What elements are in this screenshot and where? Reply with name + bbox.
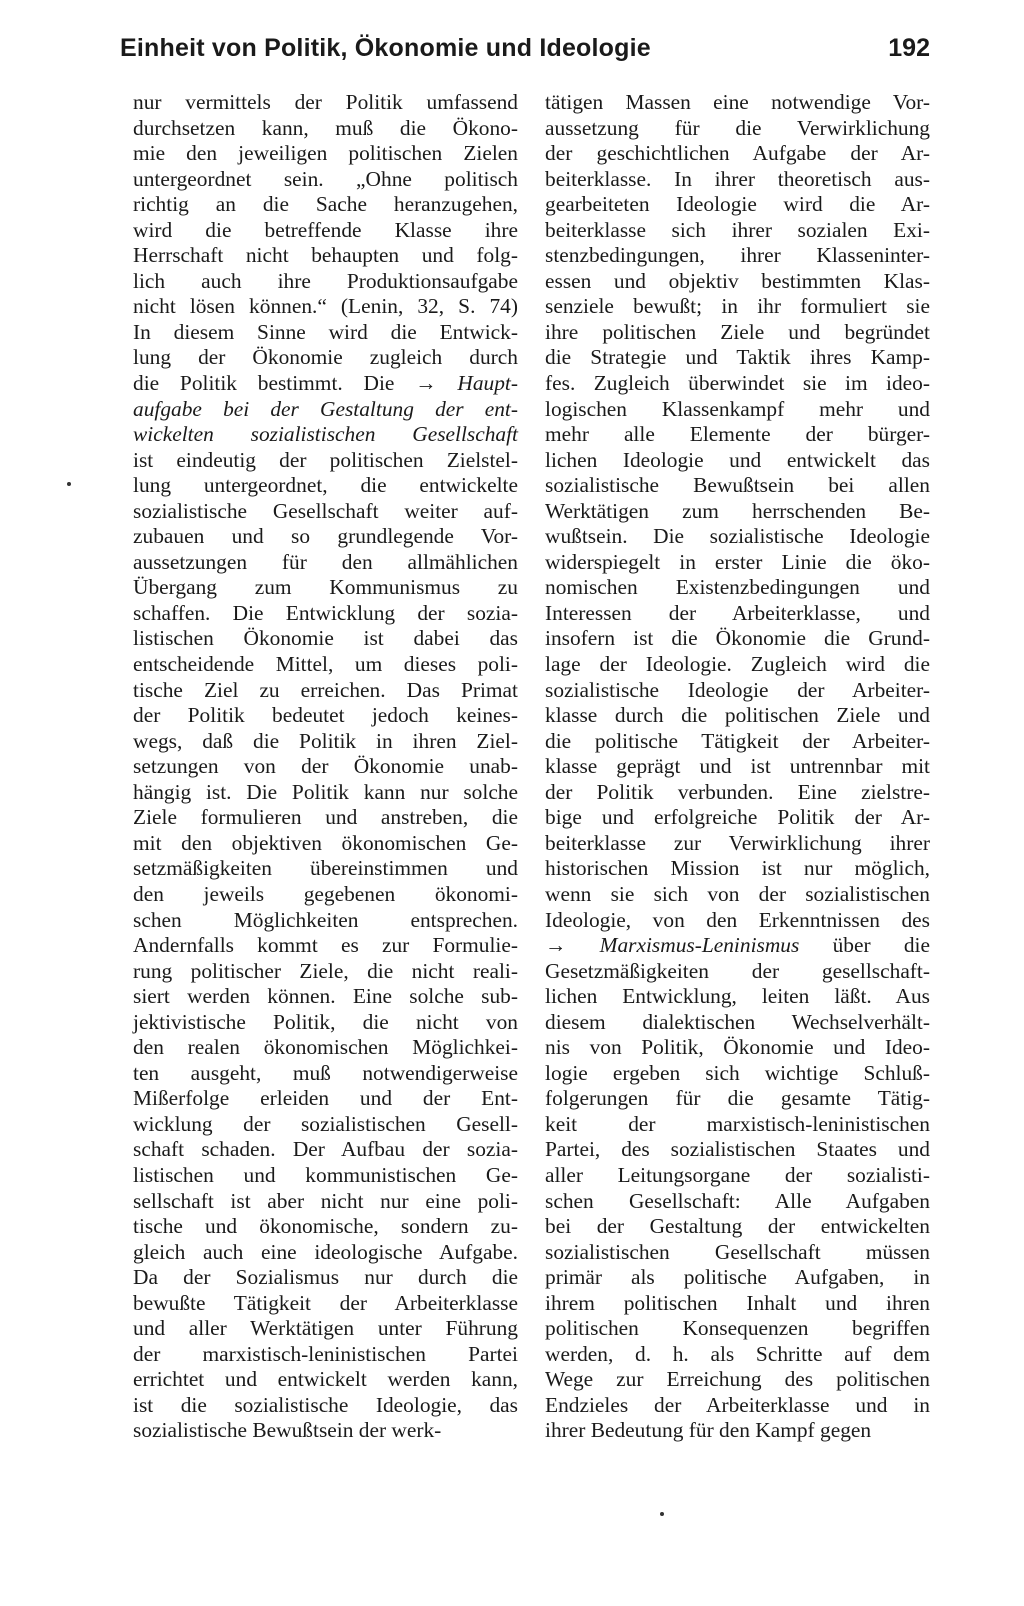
- text-line: die politische Tätigkeit der Arbeiter-: [545, 728, 930, 753]
- text-line: den jeweils gegebenen ökonomi-: [133, 881, 518, 906]
- text-line: fes. Zugleich überwindet sie im ideo-: [545, 371, 930, 396]
- text-line: ihrem politischen Inhalt und ihren: [545, 1290, 930, 1315]
- text-line: historischen Mission ist nur möglich,: [545, 856, 930, 881]
- text-line: mehr alle Elemente der bürger-: [545, 422, 930, 447]
- text-line: aussetzung für die Verwirklichung: [545, 115, 930, 140]
- text-line: beiterklasse zur Verwirklichung ihrer: [545, 830, 930, 855]
- text-line: ist die sozialistische Ideologie, das: [133, 1392, 518, 1417]
- text-line: lung der Ökonomie zugleich durch: [133, 345, 518, 370]
- text-line: gearbeiteten Ideologie wird die Ar-: [545, 192, 930, 217]
- text-line: schen Möglichkeiten entsprechen.: [133, 907, 518, 932]
- text-line: hängig ist. Die Politik kann nur solche: [133, 779, 518, 804]
- text-line: In diesem Sinne wird die Entwick-: [133, 319, 518, 344]
- text-line: nicht lösen können.“ (Lenin, 32, S. 74): [133, 294, 518, 319]
- text-line: den realen ökonomischen Möglichkei-: [133, 1035, 518, 1060]
- text-line: setzmäßigkeiten übereinstimmen und: [133, 856, 518, 881]
- text-line: die Politik bestimmt. Die → Haupt-: [133, 371, 518, 396]
- text-line: diesem dialektischen Wechselverhält-: [545, 1009, 930, 1034]
- text-line: essen und objektiv bestimmten Klas-: [545, 268, 930, 293]
- text-line: Wege zur Erreichung des politischen: [545, 1367, 930, 1392]
- text-line: wickelten sozialistischen Gesellschaft: [133, 422, 518, 447]
- text-line: durchsetzen kann, muß die Ökono-: [133, 115, 518, 140]
- text-line: bewußte Tätigkeit der Arbeiterklasse: [133, 1290, 518, 1315]
- text-line: Herrschaft nicht behaupten und folg-: [133, 243, 518, 268]
- text-line: jektivistische Politik, die nicht von: [133, 1009, 518, 1034]
- text-line: rung politischer Ziele, die nicht reali-: [133, 958, 518, 983]
- text-line: lage der Ideologie. Zugleich wird die: [545, 652, 930, 677]
- text-line: und aller Werktätigen unter Führung: [133, 1316, 518, 1341]
- text-line: aufgabe bei der Gestaltung der ent-: [133, 396, 518, 421]
- page-header: [120, 30, 930, 74]
- text-line: insofern ist die Ökonomie die Grund-: [545, 626, 930, 651]
- text-line: der Politik verbunden. Eine zielstre-: [545, 779, 930, 804]
- text-line: schen Gesellschaft: Alle Aufgaben: [545, 1188, 930, 1213]
- text-line: lich auch ihre Produktionsaufgabe: [133, 268, 518, 293]
- text-line: zubauen und so grundlegende Vor-: [133, 524, 518, 549]
- text-line: wegs, daß die Politik in ihren Ziel-: [133, 728, 518, 753]
- text-line: sozialistische Bewußtsein bei allen: [545, 473, 930, 498]
- text-line: sozialistische Bewußtsein der werk-: [133, 1418, 442, 1443]
- text-line: tätigen Massen eine notwendige Vor-: [545, 90, 930, 114]
- text-line: lung untergeordnet, die entwickelte: [133, 473, 518, 498]
- margin-speck: [660, 1512, 664, 1516]
- text-line: sozialistische Gesellschaft weiter auf-: [133, 498, 518, 523]
- text-line: Mißerfolge erleiden und der Ent-: [133, 1086, 518, 1111]
- text-line: listischen Ökonomie ist dabei das: [133, 626, 518, 651]
- text-line: klasse durch die politischen Ziele und: [545, 703, 930, 728]
- text-line: mie den jeweiligen politischen Zielen: [133, 141, 518, 166]
- text-line: klasse geprägt und ist untrennbar mit: [545, 754, 930, 779]
- text-line: errichtet und entwickelt werden kann,: [133, 1367, 518, 1392]
- text-line: wußtsein. Die sozialistische Ideologie: [545, 524, 930, 549]
- text-line: widerspiegelt in erster Linie die öko-: [545, 549, 930, 574]
- text-line: tische Ziel zu erreichen. Das Primat: [133, 677, 518, 702]
- text-line: schaffen. Die Entwicklung der sozia-: [133, 600, 518, 625]
- text-line: nomischen Existenzbedingungen und: [545, 575, 930, 600]
- text-line: bige und erfolgreiche Politik der Ar-: [545, 805, 930, 830]
- text-line: nis von Politik, Ökonomie und Ideo-: [545, 1035, 930, 1060]
- text-line: Partei, des sozialistischen Staates und: [545, 1137, 930, 1162]
- text-line: mit den objektiven ökonomischen Ge-: [133, 830, 518, 855]
- left-text-column: [133, 90, 518, 1444]
- text-line: bei der Gestaltung der entwickelten: [545, 1214, 930, 1239]
- text-line: logie ergeben sich wichtige Schluß-: [545, 1060, 930, 1085]
- margin-speck: [67, 482, 71, 486]
- text-line: schaft schaden. Der Aufbau der sozia-: [133, 1137, 518, 1162]
- page-number: 192: [888, 34, 930, 62]
- text-line: stenzbedingungen, ihrer Klasseninter-: [545, 243, 930, 268]
- text-line: werden, d. h. als Schritte auf dem: [545, 1341, 930, 1366]
- text-line: der Politik bedeutet jedoch keines-: [133, 703, 518, 728]
- text-line: richtig an die Sache heranzugehen,: [133, 192, 518, 217]
- text-line: primär als politische Aufgaben, in: [545, 1265, 930, 1290]
- text-line: ihrer Bedeutung für den Kampf gegen: [545, 1418, 872, 1443]
- text-line: siert werden können. Eine solche sub-: [133, 984, 518, 1009]
- text-line: lichen Ideologie und entwickelt das: [545, 447, 930, 472]
- right-text-column: [545, 90, 930, 1444]
- text-line: untergeordnet sein. „Ohne politisch: [133, 166, 518, 191]
- text-line: Ideologie, von den Erkenntnissen des: [545, 907, 930, 932]
- text-line: wicklung der sozialistischen Gesell-: [133, 1111, 518, 1136]
- text-line: der marxistisch-leninistischen Partei: [133, 1341, 518, 1366]
- text-line: Übergang zum Kommunismus zu: [133, 575, 518, 600]
- text-line: keit der marxistisch-leninistischen: [545, 1111, 930, 1136]
- text-line: Ziele formulieren und anstreben, die: [133, 805, 518, 830]
- text-line: setzungen von der Ökonomie unab-: [133, 754, 518, 779]
- running-title: Einheit von Politik, Ökonomie und Ideologie: [120, 34, 651, 62]
- text-line: senziele bewußt; in ihr formuliert sie: [545, 294, 930, 319]
- text-line: lichen Entwicklung, leiten läßt. Aus: [545, 984, 930, 1009]
- text-line: aller Leitungsorgane der sozialisti-: [545, 1162, 930, 1187]
- text-line: aussetzungen für den allmählichen: [133, 549, 518, 574]
- text-line: sozialistischen Gesellschaft müssen: [545, 1239, 930, 1264]
- text-line: logischen Klassenkampf mehr und: [545, 396, 930, 421]
- text-line: Werktätigen zum herrschenden Be-: [545, 498, 930, 523]
- text-line: ihre politischen Ziele und begründet: [545, 319, 930, 344]
- text-line: politischen Konsequenzen begriffen: [545, 1316, 930, 1341]
- text-line: ist eindeutig der politischen Zielstel-: [133, 447, 518, 472]
- text-line: ten ausgeht, muß notwendigerweise: [133, 1060, 518, 1085]
- text-line: beiterklasse. In ihrer theoretisch aus-: [545, 166, 930, 191]
- text-line: sellschaft ist aber nicht nur eine poli-: [133, 1188, 518, 1213]
- text-line: sozialistische Ideologie der Arbeiter-: [545, 677, 930, 702]
- text-line: wenn sie sich von der sozialistischen: [545, 881, 930, 906]
- text-line: entscheidende Mittel, um dieses poli-: [133, 652, 518, 677]
- text-line: Da der Sozialismus nur durch die: [133, 1265, 518, 1290]
- text-line: Andernfalls kommt es zur Formulie-: [133, 933, 518, 958]
- text-line: listischen und kommunistischen Ge-: [133, 1162, 518, 1187]
- text-line: gleich auch eine ideologische Aufgabe.: [133, 1239, 518, 1264]
- text-line: wird die betreffende Klasse ihre: [133, 217, 518, 242]
- text-line: die Strategie und Taktik ihres Kamp-: [545, 345, 930, 370]
- text-line: Gesetzmäßigkeiten der gesellschaft-: [545, 958, 930, 983]
- text-line: Endzieles der Arbeiterklasse und in: [545, 1392, 930, 1417]
- text-line: tische und ökonomische, sondern zu-: [133, 1214, 518, 1239]
- text-line: beiterklasse sich ihrer sozialen Exi-: [545, 217, 930, 242]
- text-line: Interessen der Arbeiterklasse, und: [545, 600, 930, 625]
- text-line: nur vermittels der Politik umfassend: [133, 90, 518, 114]
- text-line: → Marxismus-Leninismus über die: [545, 933, 930, 958]
- text-line: folgerungen für die gesamte Tätig-: [545, 1086, 930, 1111]
- text-line: der geschichtlichen Aufgabe der Ar-: [545, 141, 930, 166]
